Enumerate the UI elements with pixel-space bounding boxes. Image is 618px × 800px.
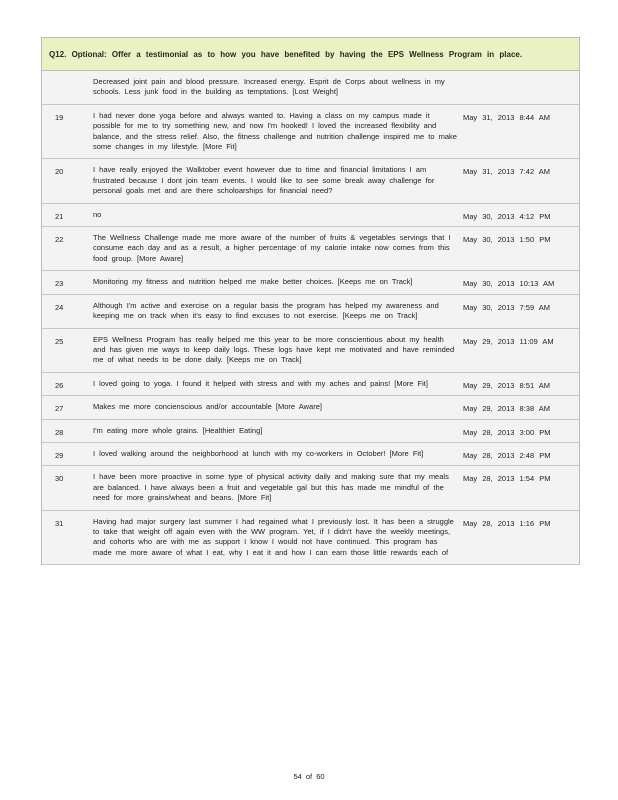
- response-text: Having had major surgery last summer I had regained what I previously lost. It has been a struggle to take that weight off again even with the WW program. Yet, if I didn't have the weekly meetings, and cohorts who are with me as support I know I would not have continued. This program has made me more aware of what I eat, why I eat it and how I can earn those little rewards each of: [93, 516, 454, 557]
- response-date: May 31, 2013 7:42 AM: [463, 167, 551, 177]
- row-number: 29: [55, 450, 64, 460]
- page-number: 54 of 60: [293, 772, 325, 781]
- row-number: 19: [55, 112, 64, 122]
- response-text: EPS Wellness Program has really helped me this year to be more conscientious about my health and has given me ways to keep daily logs. These logs have kept me motivated and have reminded me of what needs to be done daily. [Keeps me on Track]: [93, 334, 455, 365]
- response-date: May 29, 2013 8:51 AM: [463, 380, 551, 390]
- response-text: I loved going to yoga. I found it helped with stress and with my aches and pains! [More Fit]: [93, 378, 428, 388]
- response-date: May 29, 2013 8:38 AM: [463, 404, 551, 414]
- response-text: I loved walking around the neighborhood at lunch with my co-workers in October! [More Fit]: [93, 448, 424, 458]
- response-text: Decreased joint pain and blood pressure. Increased energy. Esprit de Corps about wellness in my schools. Less junk food in the building as temptations. [Lost Weight]: [93, 77, 445, 97]
- response-text: I'm eating more whole grains. [Healthier Eating]: [93, 425, 263, 435]
- row-number: 28: [55, 427, 64, 437]
- table-row: [42, 511, 579, 566]
- table-row: [42, 105, 579, 160]
- table-row: [42, 71, 579, 105]
- row-number: 30: [55, 474, 64, 484]
- table-row: [42, 204, 579, 227]
- response-text: no: [93, 209, 102, 219]
- response-date: [461, 71, 579, 104]
- table-row: [42, 396, 579, 419]
- response-date: May 29, 2013 11:09 AM: [463, 336, 554, 346]
- row-number: 20: [55, 167, 64, 177]
- table-row: [42, 466, 579, 510]
- question-header: Q12. Optional: Offer a testimonial as to how you have benefited by having the EPS Wellness Program in place.: [42, 37, 579, 71]
- response-text: Although I'm active and exercise on a regular basis the program has helped my awareness and keeping me on track when it's easy to find excuses to not exercise. [Keeps me on Track]: [93, 300, 439, 321]
- response-text: I have really enjoyed the Walktober event however due to time and financial limitations I am frustrated because I dont join team events. I would like to see some break away challenge for personal goals met and are there scholoarships for financial need?: [93, 165, 435, 196]
- table-row: [42, 271, 579, 294]
- response-text: I have been more proactive in some type of physical activity daily and making sure that my meals are balanced. I have always been a fruit and vegetable gal but this has made me mindful of the need for more grains/wheat and beans. [More Fit]: [93, 472, 449, 503]
- table-row: [42, 420, 579, 443]
- response-date: May 30, 2013 7:59 AM: [463, 302, 551, 312]
- row-number: 25: [55, 336, 64, 346]
- response-date: May 31, 2013 8:44 AM: [463, 112, 551, 122]
- response-text: Monitoring my fitness and nutrition helped me make better choices. [Keeps me on Track]: [93, 277, 413, 287]
- table-row: [42, 295, 579, 329]
- responses-table: [41, 37, 580, 565]
- response-date: May 30, 2013 4:12 PM: [463, 211, 551, 221]
- response-date: May 28, 2013 1:16 PM: [463, 518, 551, 528]
- row-number: 26: [55, 380, 64, 390]
- response-text: The Wellness Challenge made me more aware of the number of fruits & vegetables servings that I consume each day and as a result, a higher percentage of my calorie intake now comes from this food group. [More Aware]: [93, 233, 451, 263]
- row-number: [42, 71, 86, 104]
- response-date: May 30, 2013 1:50 PM: [463, 235, 551, 245]
- row-number: 23: [55, 279, 64, 289]
- response-text: I had never done yoga before and always wanted to. Having a class on my campus made it possible for me to try something new, and now I'm hooked! I loved the increased flexibility and balance, and the stress relief. Also, the fitness challenge and nutrition challenge inspired me to make some changes in my lifestyle. [More Fit]: [93, 110, 457, 152]
- table-row: [42, 227, 579, 271]
- row-number: 31: [55, 518, 64, 528]
- table-row: [42, 329, 579, 373]
- response-date: May 28, 2013 2:48 PM: [463, 450, 551, 460]
- row-number: 24: [55, 302, 64, 312]
- response-text: Makes me more concienscious and/or accountable [More Aware]: [93, 402, 322, 412]
- row-number: 22: [55, 235, 64, 245]
- row-number: 21: [55, 211, 64, 221]
- response-date: May 30, 2013 10:13 AM: [463, 279, 555, 289]
- table-row: [42, 443, 579, 466]
- response-date: May 28, 2013 3:00 PM: [463, 427, 551, 437]
- row-number: 27: [55, 404, 64, 414]
- response-date: May 28, 2013 1:54 PM: [463, 474, 551, 484]
- table-row: [42, 373, 579, 396]
- table-row: [42, 159, 579, 203]
